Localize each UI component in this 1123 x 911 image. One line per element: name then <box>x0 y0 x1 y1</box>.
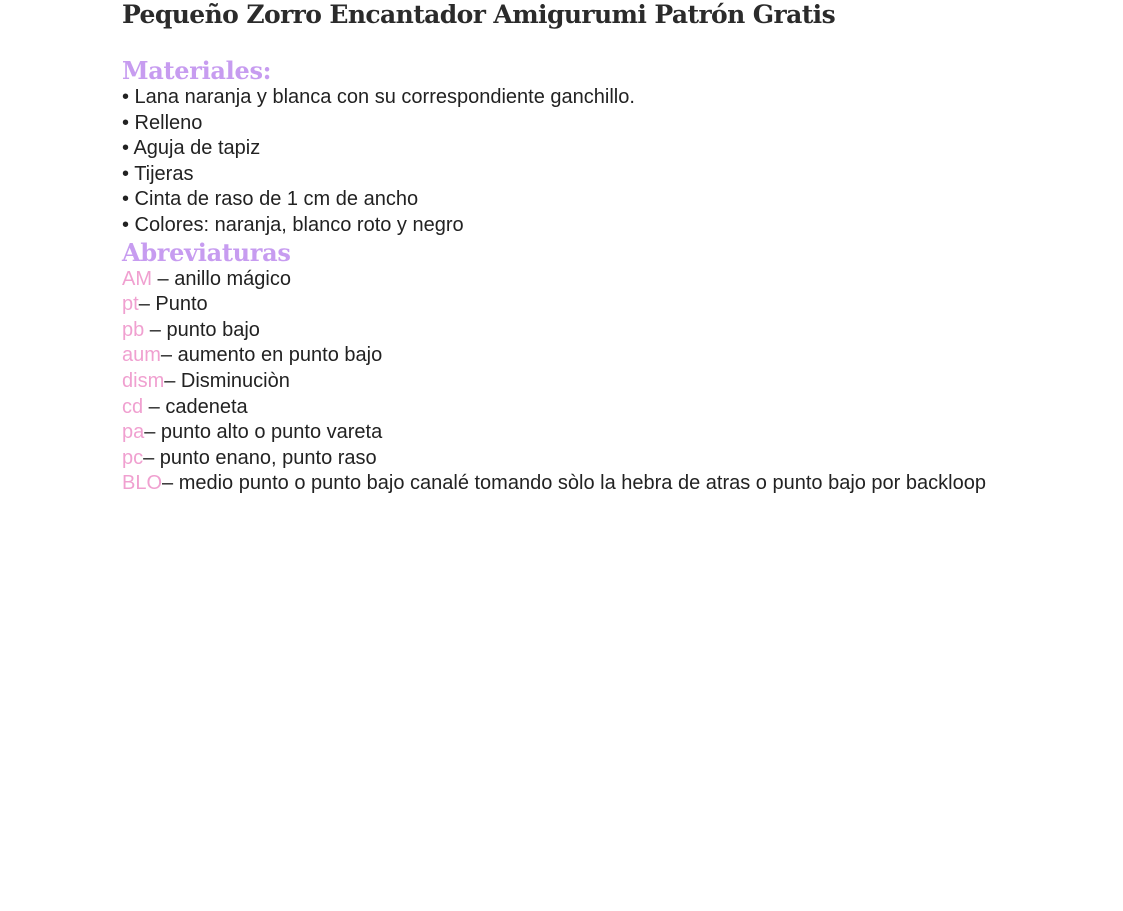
materials-heading: Materiales: <box>122 56 272 85</box>
abbreviation-code: aum <box>122 344 161 367</box>
abbreviations-heading: Abreviaturas <box>122 237 291 267</box>
abbreviation-item <box>122 318 1012 344</box>
materials-item: • Aguja de tapiz <box>122 137 261 160</box>
abbreviation-code: pb <box>122 318 145 341</box>
materials-item: • Colores: naranja, blanco roto y negro <box>122 213 464 236</box>
materials-item: • Lana naranja y blanca con su correspondiente ganchillo. <box>122 86 635 108</box>
materials-list <box>122 85 1012 239</box>
materials-item: • Tijeras <box>122 162 194 185</box>
abbreviation-description: – Punto <box>138 293 208 316</box>
abbreviation-code: pc <box>122 446 144 469</box>
abbreviation-item <box>122 369 1012 395</box>
abbreviation-item <box>122 395 1012 421</box>
abbreviation-item <box>122 446 1012 472</box>
abbreviation-item <box>122 420 1012 446</box>
abbreviation-item <box>122 343 1012 369</box>
abbreviation-item <box>122 292 1012 318</box>
abbreviation-code: BLO <box>122 472 163 495</box>
abbreviation-description: – medio punto o punto bajo canalé tomando sòlo la hebra de atras o punto bajo por backloop <box>162 472 986 495</box>
abbreviation-item <box>122 267 1012 293</box>
abbreviation-description: – anillo mágico <box>152 267 291 290</box>
abbreviation-code: AM <box>122 267 152 290</box>
abbreviation-item <box>122 471 1012 497</box>
abbreviation-description: – aumento en punto bajo <box>160 344 383 367</box>
abbreviation-description: – punto enano, punto raso <box>143 446 377 469</box>
abbreviation-code: cd <box>122 395 144 418</box>
materials-item: • Cinta de raso de 1 cm de ancho <box>122 188 419 211</box>
abbreviation-description: – punto bajo <box>144 318 260 341</box>
materials-item: • Relleno <box>122 111 203 134</box>
abbreviation-code: dism <box>122 369 165 392</box>
abbreviation-code: pa <box>122 421 145 444</box>
abbreviation-description: – punto alto o punto vareta <box>144 421 383 444</box>
abbreviation-code: pt <box>122 293 139 316</box>
document-page <box>122 0 1012 497</box>
page-title: Pequeño Zorro Encantador Amigurumi Patrón Gratis <box>122 0 836 29</box>
abbreviations-list <box>122 267 1012 497</box>
abbreviation-description: – Disminuciòn <box>164 369 290 392</box>
abbreviation-description: – cadeneta <box>143 395 248 418</box>
